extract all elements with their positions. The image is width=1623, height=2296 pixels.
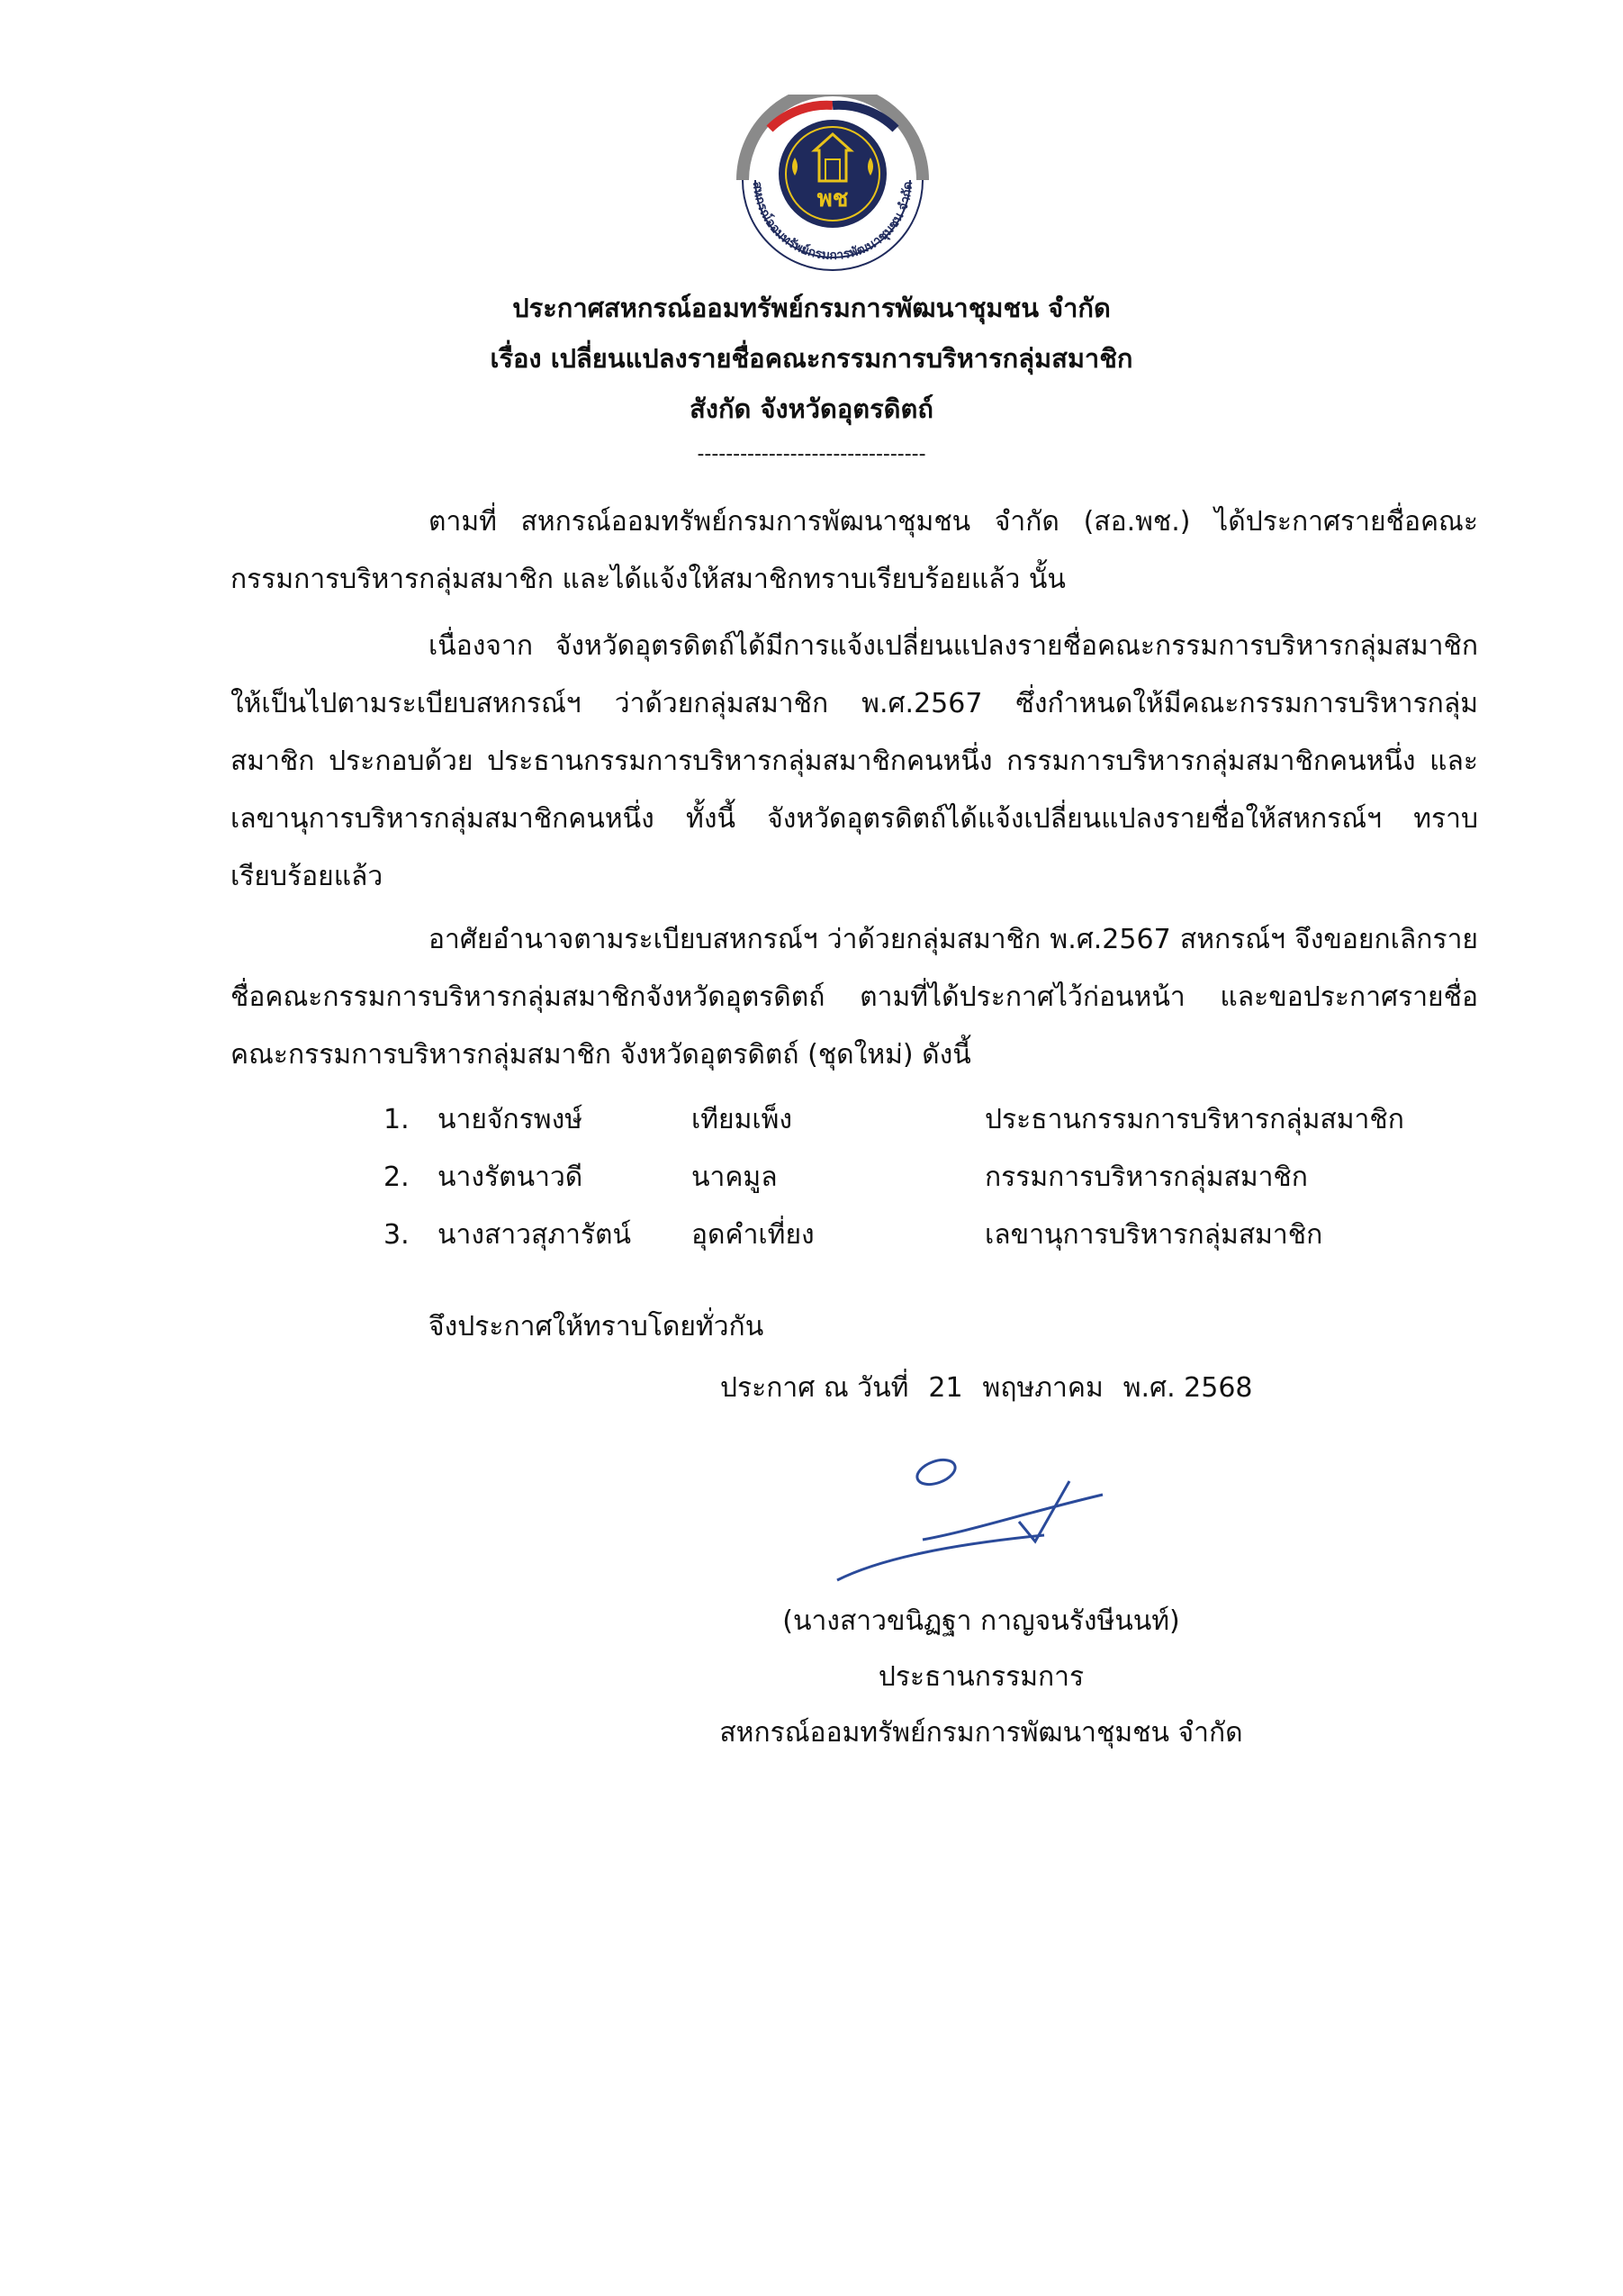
cooperative-logo bbox=[716, 95, 950, 279]
paragraph-2: เนื่องจาก จังหวัดอุตรดิตถ์ได้มีการแจ้งเปลี่ยนแปลงรายชื่อคณะกรรมการบริหารกลุ่มสมาชิกให้เป็นไปตามระเบียบสหกรณ์ฯ ว่าด้วยกลุ่มสมาชิก พ.ศ.2567 ซึ่งกำหนดให้มีคณะกรรมการบริหารกลุ่มสมาชิก ประกอบด้วย ประธานกรรมการบริหารกลุ่มสมาชิกคนหนึ่ง กรรมการบริหารกลุ่มสมาชิกคนหนึ่ง และเลขานุการบริหารกลุ่มสมาชิกคนหนึ่ง ทั้งนี้ จังหวัดอุตรดิตถ์ได้แจ้งเปลี่ยนแปลงรายชื่อให้สหกรณ์ฯ ทราบเรียบร้อยแล้ว bbox=[230, 630, 1478, 892]
logo-initials: พช bbox=[816, 185, 849, 212]
signatory-organization: สหกรณ์ออมทรัพย์กรมการพัฒนาชุมชน จำกัด bbox=[719, 1717, 1243, 1749]
paragraph-3: อาศัยอำนาจตามระเบียบสหกรณ์ฯ ว่าด้วยกลุ่มสมาชิก พ.ศ.2567 สหกรณ์ฯ จึงขอยกเลิกรายชื่อคณะกรรมการบริหารกลุ่มสมาชิกจังหวัดอุตรดิตถ์ ตามที่ได้ประกาศไว้ก่อนหน้า และขอประกาศรายชื่อคณะกรรมการบริหารกลุ่มสมาชิก จังหวัดอุตรดิตถ์ (ชุดใหม่) ดังนี้ bbox=[230, 924, 1478, 1071]
member-last-name: อุดคำเที่ยง bbox=[691, 1219, 815, 1251]
member-position: เลขานุการบริหารกลุ่มสมาชิก bbox=[985, 1219, 1323, 1251]
member-number: 1. bbox=[383, 1104, 410, 1135]
member-number: 3. bbox=[383, 1219, 410, 1251]
header-divider: -------------------------------- bbox=[697, 443, 926, 466]
date-day: 21 bbox=[928, 1372, 963, 1404]
date-year: พ.ศ. 2568 bbox=[1123, 1372, 1253, 1404]
announcement-affiliation: สังกัด จังหวัดอุตรดิตถ์ bbox=[690, 393, 933, 424]
member-number: 2. bbox=[383, 1162, 410, 1193]
member-row bbox=[383, 1207, 1464, 1264]
closing-statement: จึงประกาศให้ทราบโดยทั่วกัน bbox=[428, 1311, 764, 1342]
signature-block bbox=[621, 1594, 1341, 1761]
announcement-date bbox=[720, 1360, 1273, 1417]
member-position: ประธานกรรมการบริหารกลุ่มสมาชิก bbox=[985, 1104, 1404, 1135]
svg-text:สหกรณ์ออมทรัพย์กรมการพัฒนาชุมช: สหกรณ์ออมทรัพย์กรมการพัฒนาชุมชน จำกัด bbox=[749, 181, 916, 264]
member-first-name: นายจักรพงษ์ bbox=[437, 1104, 582, 1135]
member-last-name: เทียมเพ็ง bbox=[691, 1104, 793, 1135]
member-row bbox=[383, 1149, 1464, 1207]
member-first-name: นางรัตนาวดี bbox=[437, 1162, 583, 1193]
member-first-name: นางสาวสุภารัตน์ bbox=[437, 1219, 632, 1251]
member-last-name: นาคมูล bbox=[691, 1162, 778, 1193]
announcement-subject: เรื่อง เปลี่ยนแปลงรายชื่อคณะกรรมการบริหารกลุ่มสมาชิก bbox=[490, 343, 1133, 374]
handwritten-signature bbox=[828, 1432, 1125, 1594]
member-row bbox=[383, 1091, 1464, 1149]
paragraph-1: ตามที่ สหกรณ์ออมทรัพย์กรมการพัฒนาชุมชน จำกัด (สอ.พช.) ได้ประกาศรายชื่อคณะกรรมการบริหารกลุ่มสมาชิก และได้แจ้งให้สมาชิกทราบเรียบร้อยแล้ว นั้น bbox=[230, 506, 1478, 595]
member-list bbox=[383, 1091, 1464, 1264]
date-prefix: ประกาศ ณ วันที่ bbox=[720, 1372, 909, 1404]
signatory-title: ประธานกรรมการ bbox=[878, 1661, 1085, 1693]
member-position: กรรมการบริหารกลุ่มสมาชิก bbox=[985, 1162, 1308, 1193]
signatory-name: (นางสาวขนิฏฐา กาญจนรังษีนนท์) bbox=[782, 1605, 1180, 1637]
announcement-title: ประกาศสหกรณ์ออมทรัพย์กรมการพัฒนาชุมชน จำกัด bbox=[512, 293, 1111, 323]
date-month: พฤษภาคม bbox=[982, 1372, 1104, 1404]
